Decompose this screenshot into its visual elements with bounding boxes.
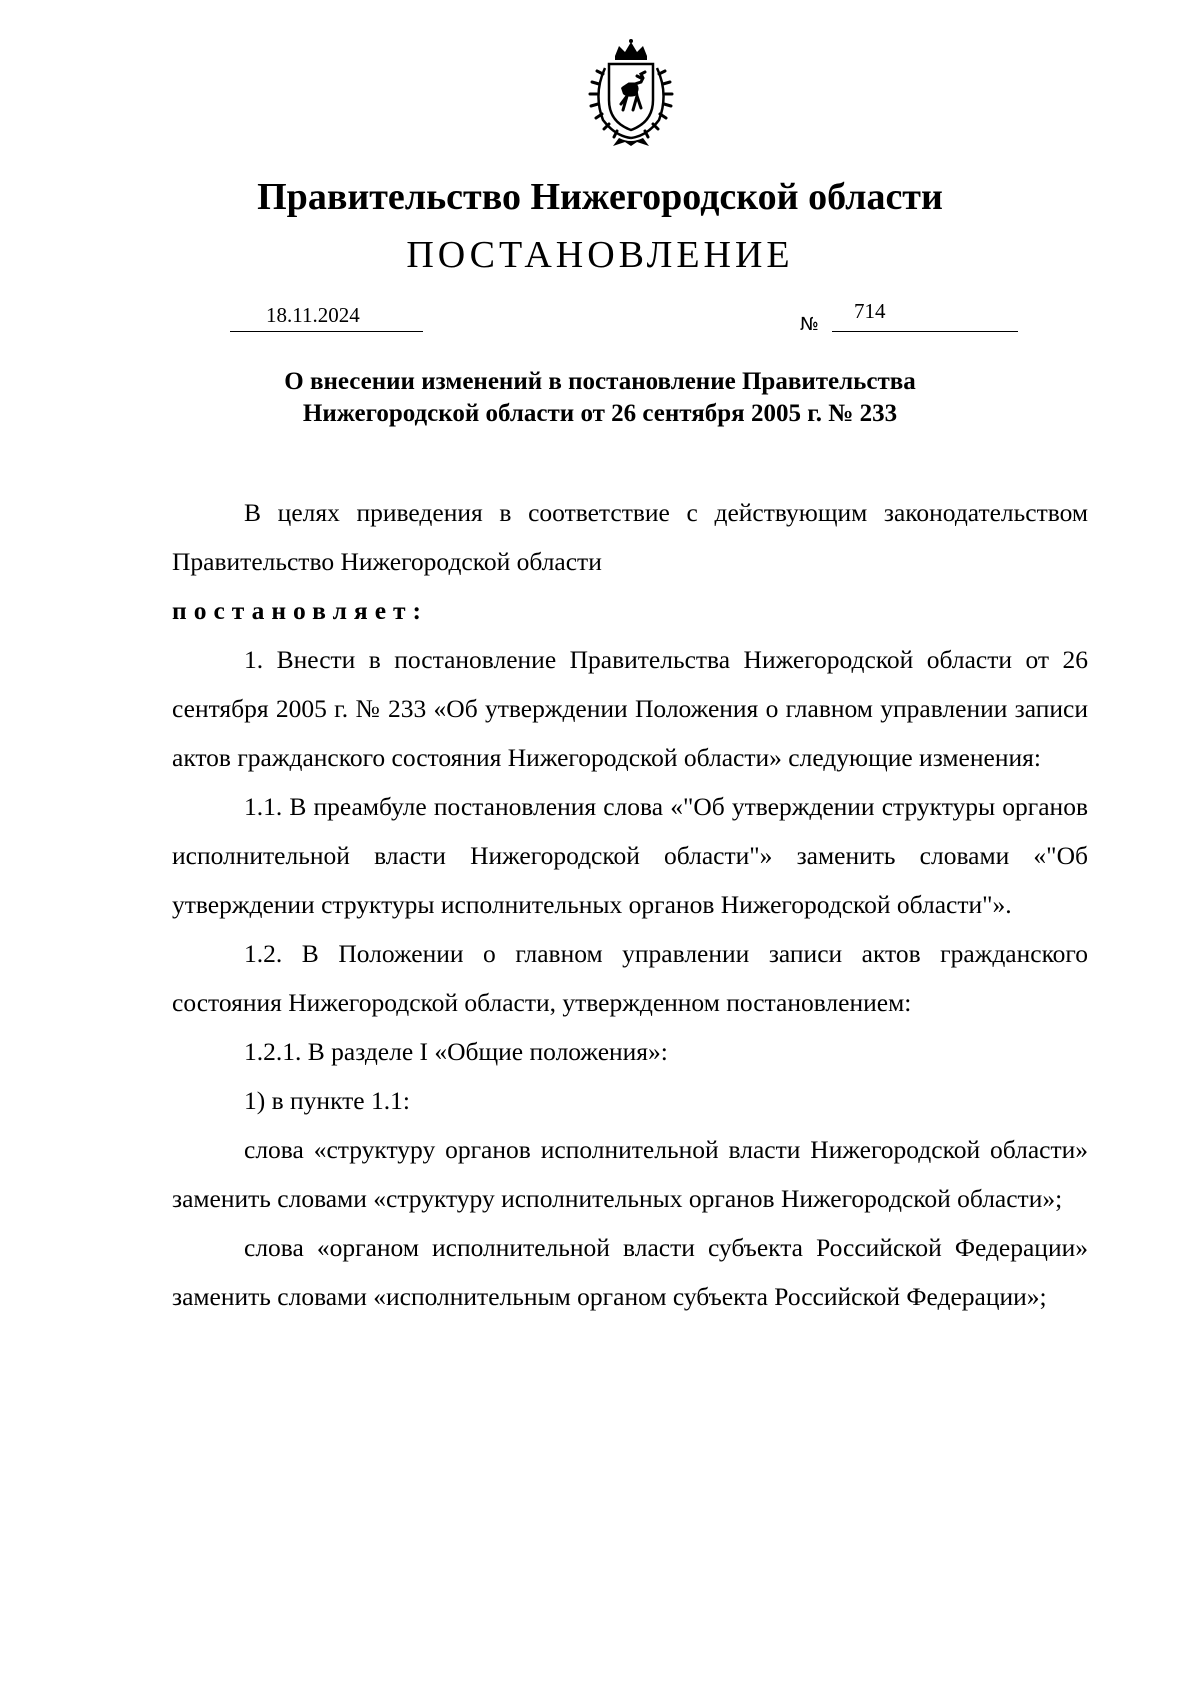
resolves-word: постановляет: bbox=[172, 596, 429, 625]
paragraph-1-2: 1.2. В Положении о главном управлении записи актов гражданского состояния Нижегородской области, утвержденном постановлением: bbox=[172, 939, 1088, 1017]
preamble-paragraph bbox=[172, 488, 1088, 586]
government-title: Правительство Нижегородской области bbox=[257, 176, 943, 218]
coat-of-arms-emblem bbox=[575, 38, 687, 150]
change-1: слова «структуру органов исполнительной власти Нижегородской области» заменить словами «структуру исполнительных органов Нижегородской области»; bbox=[172, 1135, 1088, 1213]
subject-line-2: Нижегородской области от 26 сентября 2005 г. № 233 bbox=[302, 400, 898, 427]
paragraph-1-2-1: 1.2.1. В разделе I «Общие положения»: bbox=[244, 1037, 668, 1066]
paragraph-1-1: 1.1. В преамбуле постановления слова «"Об утверждении структуры органов исполнительной власти Нижегородской области"» заменить словами «"Об утверждении структуры исполнительных органов Нижегородской области"». bbox=[172, 792, 1088, 919]
paragraph-1: 1. Внести в постановление Правительства Нижегородской области от 26 сентября 2005 г. № 233 «Об утверждении Положения о главном управлении записи актов гражданского состояния Нижегородской области» следующие изменения: bbox=[172, 645, 1088, 772]
document-subject bbox=[0, 366, 1200, 430]
document-number: 714 bbox=[854, 299, 886, 323]
change-2: слова «органом исполнительной власти субъекта Российской Федерации» заменить словами «исполнительным органом субъекта Российской Федерации»; bbox=[172, 1233, 1088, 1311]
preamble-text: В целях приведения в соответствие с действующим законодательством Правительство Нижегородской области bbox=[172, 498, 1088, 576]
number-label: № bbox=[800, 314, 819, 335]
document-type-heading: ПОСТАНОВЛЕНИЕ bbox=[406, 234, 794, 276]
document-date: 18.11.2024 bbox=[266, 303, 360, 327]
number-field bbox=[832, 299, 1018, 332]
resolves-paragraph bbox=[172, 586, 1088, 635]
subject-line-1: О внесении изменений в постановление Правительства bbox=[284, 368, 916, 395]
document-body bbox=[172, 488, 1088, 1321]
date-field bbox=[230, 303, 423, 332]
item-1: 1) в пункте 1.1: bbox=[244, 1086, 410, 1115]
